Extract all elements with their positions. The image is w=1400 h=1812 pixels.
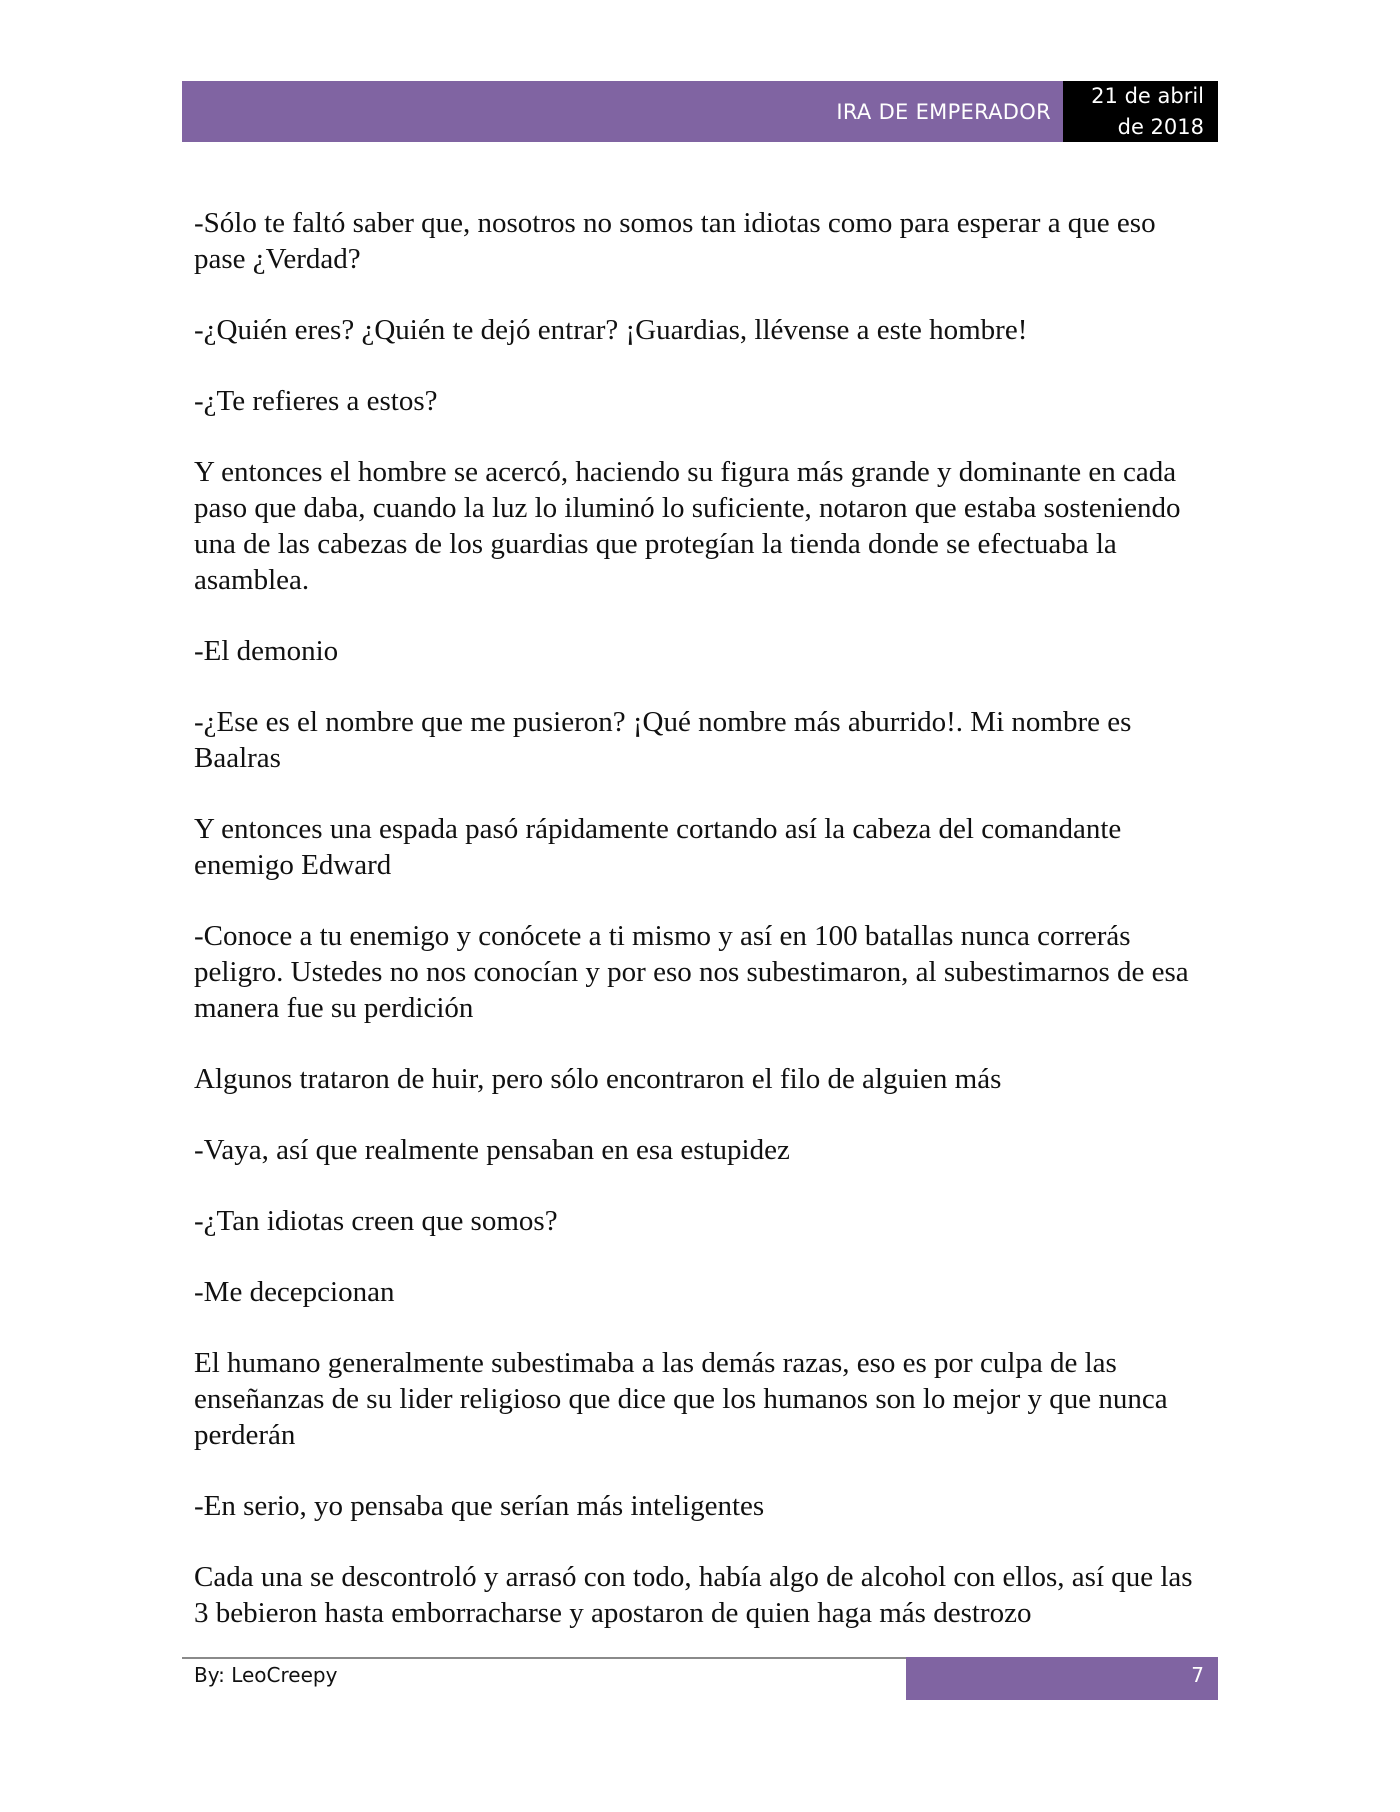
paragraph: -¿Tan idiotas creen que somos? [194, 1205, 558, 1237]
paragraph: -Sólo te faltó saber que, nosotros no somos tan idiotas como para esperar a que eso pase ¿Verdad? [194, 207, 1156, 275]
paragraph: -¿Te refieres a estos? [194, 385, 438, 417]
paragraph: -¿Quién eres? ¿Quién te dejó entrar? ¡Guardias, llévense a este hombre! [194, 314, 1028, 346]
paragraph: -¿Ese es el nombre que me pusieron? ¡Qué nombre más aburrido!. Mi nombre es Baalras [194, 706, 1132, 774]
paragraph: Y entonces una espada pasó rápidamente cortando así la cabeza del comandante enemigo Edward [194, 813, 1122, 881]
footer-author: By: LeoCreepy [194, 1663, 338, 1687]
paragraph: -El demonio [194, 635, 339, 667]
footer-divider [182, 1657, 906, 1659]
header-bar [182, 81, 1063, 142]
date-line-1: 21 de abril [1091, 84, 1204, 108]
page-number: 7 [1191, 1663, 1204, 1687]
paragraph: Algunos trataron de huir, pero sólo encontraron el filo de alguien más [194, 1063, 1002, 1095]
header-date [1063, 81, 1218, 142]
paragraph: -En serio, yo pensaba que serían más inteligentes [194, 1490, 765, 1522]
date-line-2: de 2018 [1117, 115, 1204, 139]
paragraph: El humano generalmente subestimaba a las demás razas, eso es por culpa de las enseñanzas de su lider religioso que dice que los humanos son lo mejor y que nunca perderán [194, 1347, 1168, 1451]
paragraph: -Vaya, así que realmente pensaban en esa estupidez [194, 1134, 790, 1166]
document-title: IRA DE EMPERADOR [836, 100, 1051, 124]
paragraph: -Me decepcionan [194, 1276, 395, 1308]
paragraph: Y entonces el hombre se acercó, haciendo su figura más grande y dominante en cada paso que daba, cuando la luz lo iluminó lo suficiente, notaron que estaba sosteniendo una de las cabezas de los guardias que protegían la tienda donde se efectuaba la asamblea. [194, 456, 1181, 596]
paragraph: -Conoce a tu enemigo y conócete a ti mismo y así en 100 batallas nunca correrás peligro. Ustedes no nos conocían y por eso nos subestimaron, al subestimarnos de esa manera fue su perdición [194, 920, 1189, 1024]
body-text [194, 205, 1206, 1666]
paragraph: Cada una se descontroló y arrasó con todo, había algo de alcohol con ellos, así que las 3 bebieron hasta emborracharse y apostaron de quien haga más destrozo [194, 1561, 1193, 1629]
footer-page-box [906, 1657, 1218, 1700]
